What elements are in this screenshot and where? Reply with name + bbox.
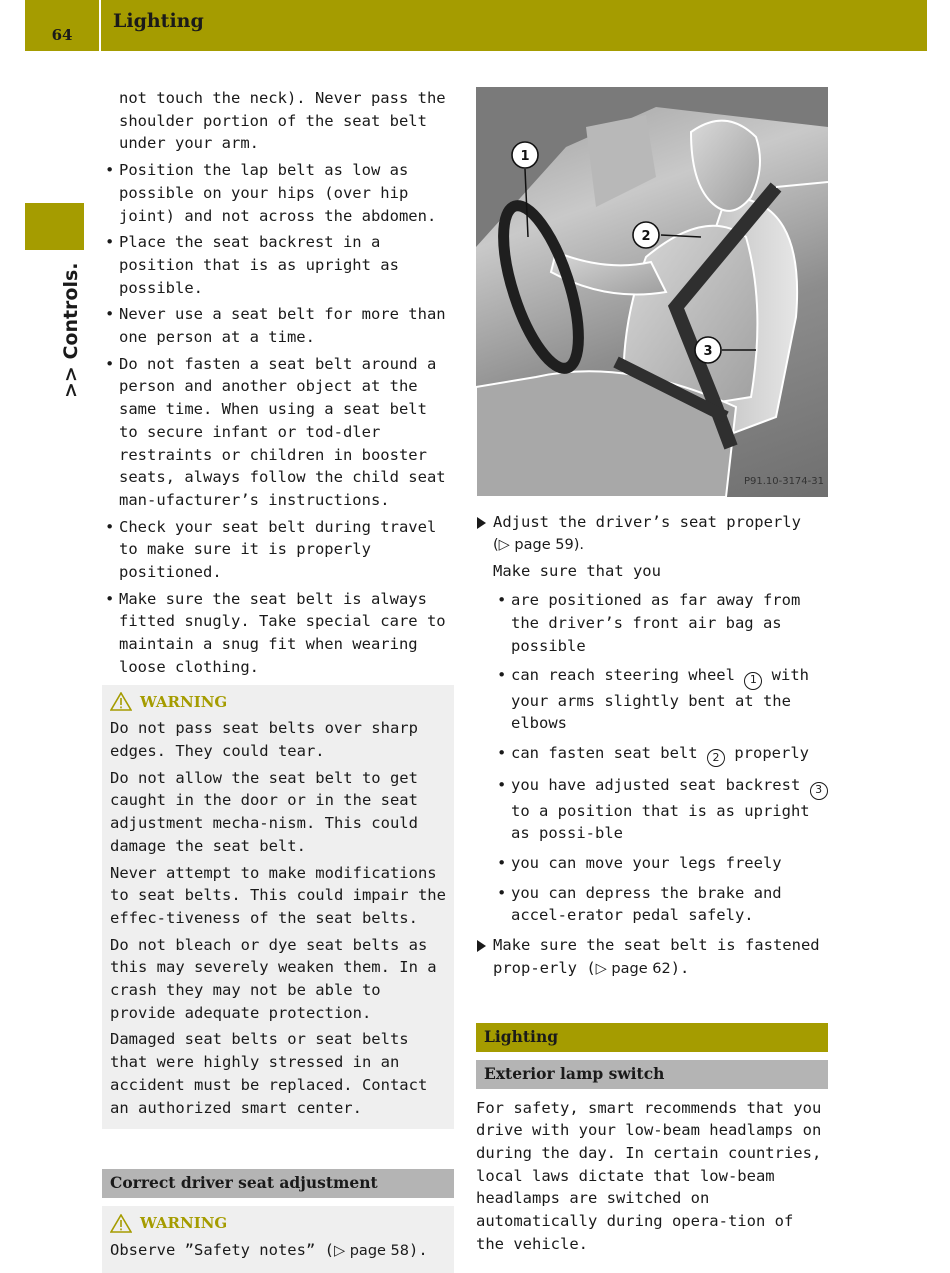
step-text: Adjust the driver’s seat properly [493, 513, 801, 531]
warning-header [110, 691, 446, 714]
lighting-section-heading: Lighting [476, 1023, 828, 1052]
left-column [102, 87, 454, 1273]
continued-text: not touch the neck). Never pass the shoulder portion of the seat belt under your arm. [119, 89, 446, 153]
list-item [493, 664, 828, 735]
side-tab-marker [25, 203, 84, 250]
step-arrow-icon [477, 940, 486, 952]
list-item: • Do not fasten a seat belt around a person and another object at the same time. When using a seat belt to secure infant or tod-dler restraints or children in booster seats, always follow the child seat man-ufacturer’s instructions. [102, 353, 454, 512]
warning-label: WARNING [140, 692, 228, 711]
section-heading: Correct driver seat adjustment [102, 1169, 454, 1198]
check-text: to a position that is as upright as possi-ble [511, 801, 810, 843]
warning-header [110, 1212, 446, 1235]
warning-label: WARNING [140, 1214, 228, 1233]
warning-paragraph: Do not bleach or dye seat belts as this may severely weaken them. In a crash they may not be able to provide adequate protection. [110, 935, 437, 1022]
callout-3 [695, 337, 721, 363]
check-text: properly [734, 743, 809, 762]
step-text-main: Make sure the seat belt is fastened prop-erly ( [493, 936, 820, 977]
right-column [476, 87, 828, 1256]
warning-triangle-icon [110, 692, 132, 711]
list-item: • Never use a seat belt for more than one person at a time. [102, 303, 454, 348]
callout-1-label: 1 [520, 149, 530, 164]
callout-3-label: 3 [703, 344, 713, 359]
warning-paragraph: Damaged seat belts or seat belts that were highly stressed in an accident must be replaced. Contact an authorized smart center. [110, 1030, 428, 1117]
warning-box [102, 1206, 454, 1272]
instruction-step [476, 934, 828, 980]
step-arrow-icon [477, 517, 486, 529]
list-item: • Position the lap belt as low as possible on your hips (over hip joint) and not across the abdomen. [102, 159, 454, 227]
warning-box [102, 685, 454, 1130]
warning-paragraph [110, 1239, 446, 1263]
callout-2 [633, 222, 659, 248]
warning-text: Observe ”Safety notes” ( [110, 1240, 334, 1259]
list-item: • you can depress the brake and accel-erator pedal safely. [493, 882, 828, 927]
list-item: • Make sure the seat belt is always fitted snugly. Take special care to maintain a snug fit when wearing loose clothing. [102, 588, 454, 679]
check-text: with your arms slightly bent at the elbows [511, 666, 809, 733]
page-reference-link[interactable]: ▷ page 62 [595, 960, 671, 977]
intro-text: Make sure that you [493, 562, 661, 581]
warning-paragraph: Do not pass seat belts over sharp edges. They could tear. [110, 719, 418, 760]
list-item: • are positioned as far away from the driver’s front air bag as possible [493, 589, 828, 657]
body-paragraph: For safety, smart recommends that you drive with your low-beam headlamps on during the day. In certain countries, local laws dictate that low-beam headlamps are switched on automatically during opera-tion of the vehicle. [476, 1098, 822, 1253]
list-item: • Check your seat belt during travel to make sure it is properly positioned. [102, 516, 454, 584]
list-item [493, 774, 828, 845]
warning-text-end: ). [409, 1240, 428, 1259]
figure-code: P91.10-3174-31 [743, 476, 824, 488]
list-item [493, 742, 828, 767]
driver-seat-drawing [476, 87, 828, 497]
callout-ref-1: 1 [744, 672, 762, 690]
check-list [476, 589, 828, 927]
callout-2-label: 2 [641, 229, 651, 244]
page-reference-link[interactable]: ▷ page 58 [333, 1242, 410, 1259]
callout-ref-2: 2 [707, 749, 725, 767]
list-item: • Place the seat backrest in a position that is as upright as possible. [102, 231, 454, 299]
seat-belt-bullets [102, 159, 454, 678]
check-text: can reach steering wheel [511, 666, 735, 685]
warning-paragraph: Never attempt to make modifications to seat belts. This could impair the effec-tiveness of the seat belts. [110, 863, 446, 927]
step-text [493, 934, 828, 980]
page-number: 64 [25, 0, 101, 51]
page-reference-link[interactable]: (▷ page 59). [493, 536, 584, 553]
callout-1 [512, 142, 538, 168]
check-text: can fasten seat belt [511, 743, 698, 762]
instruction-step [476, 511, 828, 556]
header-title: Lighting [113, 10, 204, 32]
warning-paragraph: Do not allow the seat belt to get caught in the door or in the seat adjustment mecha-nism. This could damage the seat belt. [110, 768, 418, 855]
driver-seat-illustration [476, 87, 828, 497]
callout-ref-3: 3 [810, 782, 828, 800]
list-item: • you can move your legs freely [493, 852, 828, 875]
exterior-lamp-heading: Exterior lamp switch [476, 1060, 828, 1089]
warning-triangle-icon [110, 1214, 132, 1233]
page-header [25, 0, 927, 51]
side-section-label: >> Controls. [60, 262, 82, 398]
check-text: you have adjusted seat backrest [511, 776, 801, 795]
step-text-end: ). [670, 958, 690, 977]
